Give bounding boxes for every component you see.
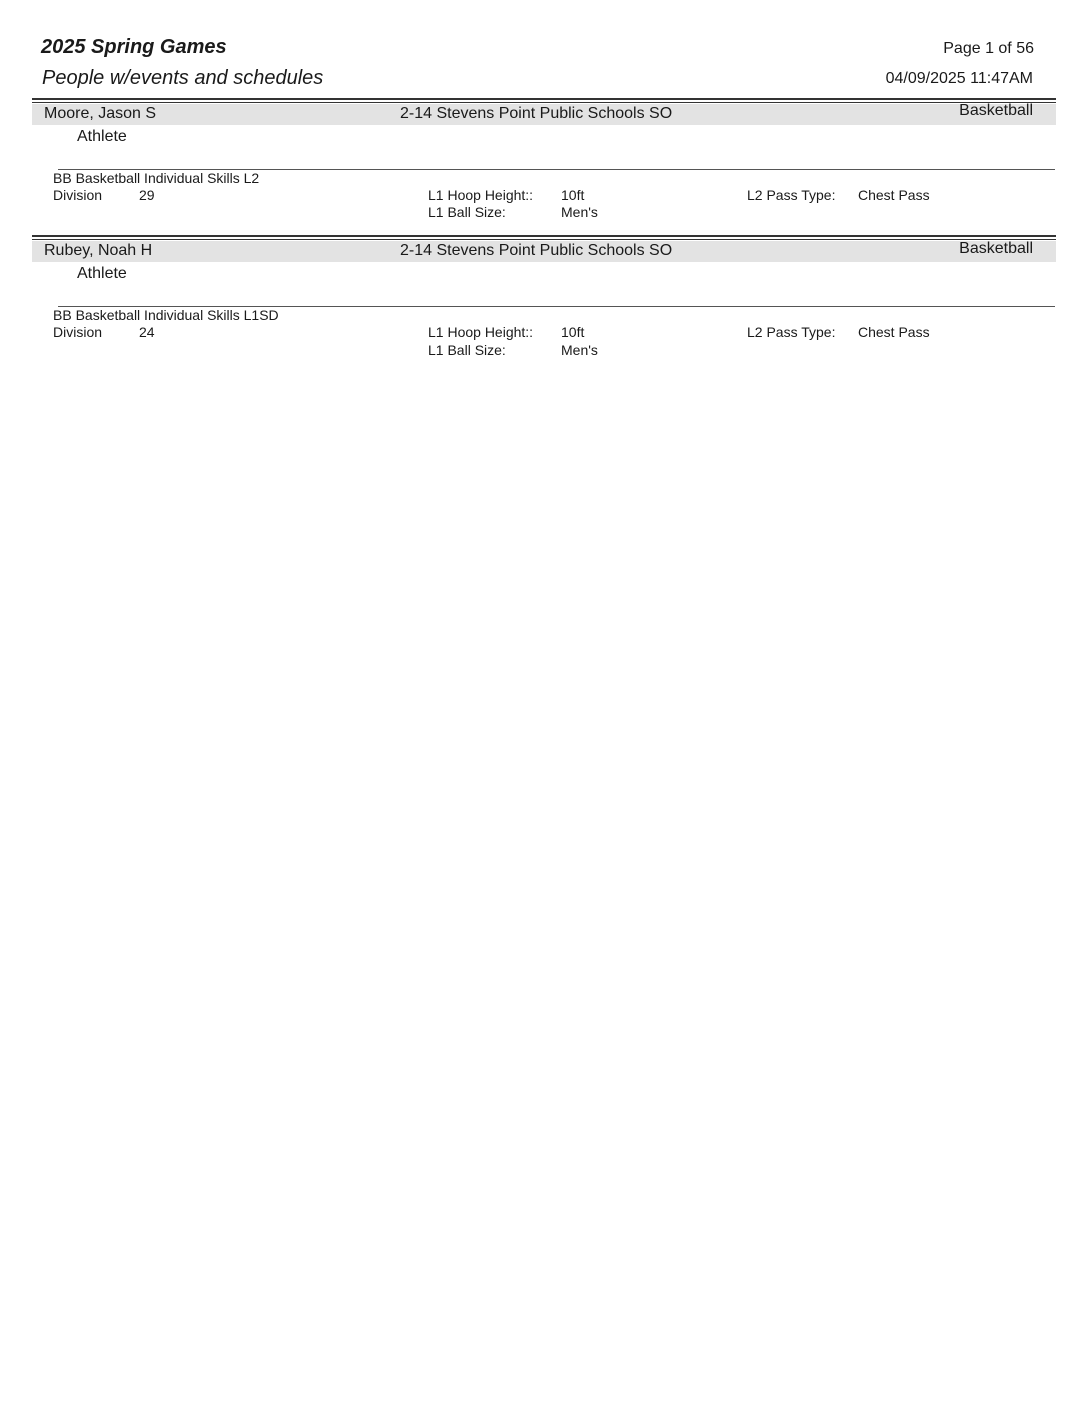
hoop-height-label: L1 Hoop Height:: [428, 324, 534, 340]
division-label: Division [53, 187, 103, 203]
hoop-height-value: 10ft [561, 187, 585, 203]
divider [32, 102, 1056, 103]
person-organization: 2-14 Stevens Point Public Schools SO [400, 105, 673, 122]
report-datetime: 04/09/2025 11:47AM [885, 70, 1033, 87]
division-value: 24 [139, 324, 155, 340]
division-label: Division [53, 324, 103, 340]
pass-type-value: Chest Pass [858, 324, 930, 340]
person-role: Athlete [77, 265, 127, 282]
report-subtitle: People w/events and schedules [42, 67, 324, 89]
ball-size-label: L1 Ball Size: [428, 204, 506, 220]
divider [32, 239, 1056, 240]
ball-size-label: L1 Ball Size: [428, 342, 506, 358]
divider [32, 98, 1056, 100]
hoop-height-value: 10ft [561, 324, 585, 340]
person-name: Moore, Jason S [44, 105, 157, 122]
divider [32, 235, 1056, 237]
ball-size-value: Men's [561, 342, 598, 358]
person-sport: Basketball [959, 240, 1033, 257]
pass-type-value: Chest Pass [858, 187, 930, 203]
person-organization: 2-14 Stevens Point Public Schools SO [400, 242, 673, 259]
pass-type-label: L2 Pass Type: [747, 324, 836, 340]
event-name: BB Basketball Individual Skills L1SD [53, 307, 279, 323]
page-number: Page 1 of 56 [943, 40, 1034, 57]
division-value: 29 [139, 187, 155, 203]
pass-type-label: L2 Pass Type: [747, 187, 836, 203]
person-role: Athlete [77, 128, 127, 145]
event-name: BB Basketball Individual Skills L2 [53, 170, 260, 186]
person-sport: Basketball [959, 102, 1033, 119]
ball-size-value: Men's [561, 204, 598, 220]
hoop-height-label: L1 Hoop Height:: [428, 187, 534, 203]
person-name: Rubey, Noah H [44, 242, 153, 259]
report-title: 2025 Spring Games [41, 36, 227, 58]
